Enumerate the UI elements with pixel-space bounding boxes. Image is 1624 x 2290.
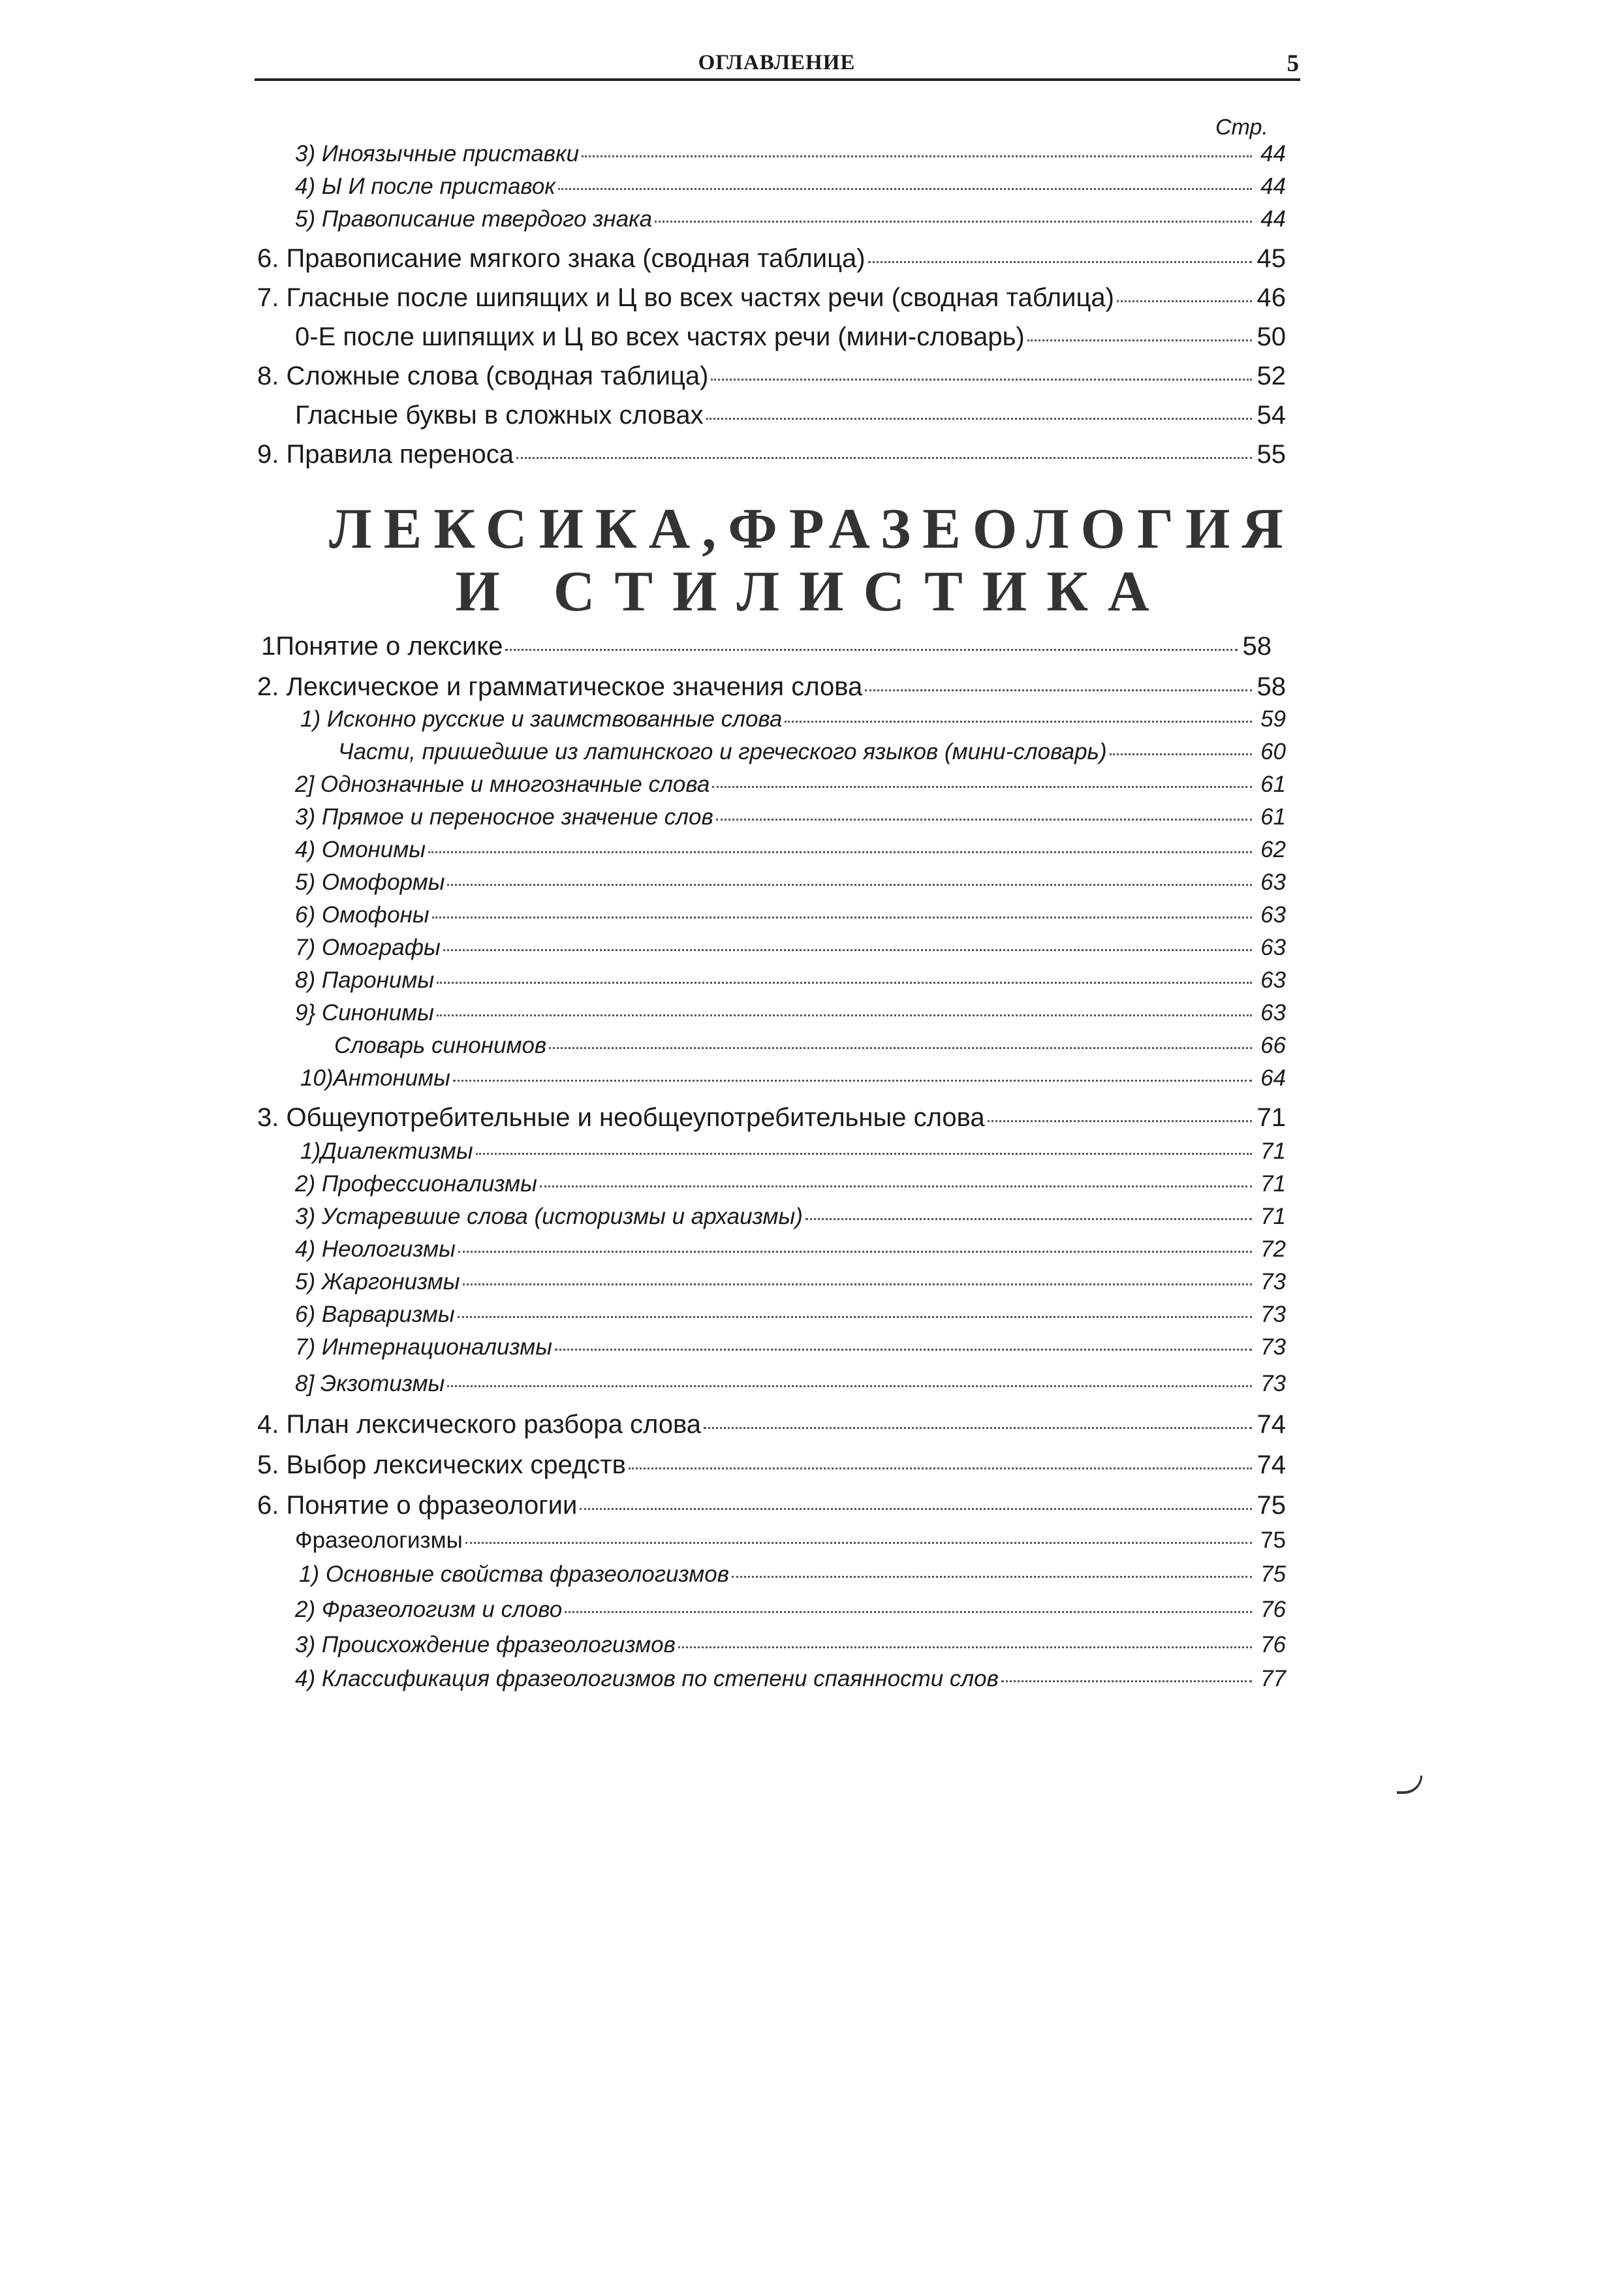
toc-entry-label: 10)Антонимы	[300, 1065, 450, 1091]
toc-entry-label: 4) Ы И после приставок	[295, 174, 555, 199]
pages-column-label: Стр.	[1215, 115, 1268, 140]
toc-entry-page: 44	[1260, 206, 1286, 232]
dot-leader	[655, 221, 1252, 223]
toc-entry-label: 7. Гласные после шипящих и Ц во всех частях речи (сводная таблица)	[257, 283, 1114, 312]
dot-leader	[549, 1047, 1252, 1049]
toc-entry-label: 7) Омографы	[295, 935, 441, 960]
toc-entry-label: 8) Паронимы	[295, 967, 435, 993]
dot-leader	[732, 1576, 1252, 1578]
toc-entry-page: 75	[1257, 1491, 1286, 1520]
toc-entry-page: 62	[1260, 837, 1286, 862]
dot-leader	[716, 819, 1252, 821]
toc-entry-label: 4) Омонимы	[295, 837, 426, 862]
dot-leader	[540, 1185, 1252, 1187]
toc-entry-page: 77	[1260, 1666, 1286, 1691]
toc-entry-page: 66	[1260, 1033, 1286, 1058]
dot-leader	[447, 884, 1252, 886]
dot-leader	[437, 982, 1252, 984]
toc-entry-page: 63	[1260, 902, 1286, 928]
toc-entry-label: 3) Иноязычные приставки	[295, 141, 580, 166]
toc-entry[interactable]	[300, 1065, 1286, 1091]
toc-entry-label: 9. Правила переноса	[257, 440, 514, 469]
dot-leader	[706, 418, 1252, 420]
toc-entry[interactable]	[295, 772, 1286, 798]
toc-entry[interactable]	[295, 174, 1286, 200]
dot-leader	[582, 155, 1252, 157]
toc-entry-page: 73	[1260, 1371, 1286, 1396]
dot-leader	[465, 1542, 1252, 1544]
toc-entry-page: 76	[1260, 1597, 1286, 1622]
toc-entry[interactable]	[338, 739, 1286, 765]
dot-leader	[712, 786, 1252, 788]
toc-entry-label: 3) Прямое и переносное значение слов	[295, 804, 713, 830]
scan-artifact	[1397, 1776, 1422, 1794]
toc-entry-page: 63	[1260, 870, 1286, 895]
toc-entry-label: 0-Е после шипящих и Ц во всех частях речи (мини-словарь)	[295, 322, 1025, 351]
dot-leader	[432, 917, 1252, 918]
dot-leader	[453, 1080, 1252, 1082]
toc-entry-page: 60	[1260, 739, 1286, 764]
toc-entry[interactable]	[295, 1204, 1286, 1230]
dot-leader	[629, 1467, 1252, 1469]
toc-entry-page: 44	[1260, 174, 1286, 199]
toc-entry-page: 74	[1257, 1451, 1286, 1479]
toc-entry-label: 5) Жаргонизмы	[295, 1269, 460, 1294]
toc-entry[interactable]	[295, 870, 1286, 896]
dot-leader	[868, 261, 1252, 263]
header-rule	[255, 78, 1300, 81]
toc-entry-page: 44	[1260, 141, 1286, 166]
dot-leader	[805, 1218, 1252, 1220]
toc-entry-page: 75	[1260, 1528, 1286, 1553]
dot-leader	[1117, 300, 1252, 302]
toc-entry[interactable]	[295, 1632, 1286, 1658]
toc-entry[interactable]	[295, 902, 1286, 928]
toc-entry-label: 5) Правописание твердого знака	[295, 206, 653, 232]
dot-leader	[458, 1251, 1252, 1253]
toc-entry[interactable]	[257, 440, 1286, 469]
dot-leader	[458, 1316, 1252, 1318]
toc-entry[interactable]	[295, 804, 1286, 830]
toc-entry-page: 52	[1257, 362, 1286, 390]
toc-entry-label: 8. Сложные слова (сводная таблица)	[257, 362, 709, 390]
toc-entry-label: 1Понятие о лексике	[261, 632, 503, 661]
toc-entry-label: 5) Омоформы	[295, 870, 445, 895]
toc-entry-label: 3. Общеупотребительные и необщеупотребительные слова	[257, 1103, 985, 1132]
toc-entry[interactable]	[295, 1597, 1286, 1623]
toc-entry-page: 71	[1257, 1103, 1286, 1132]
toc-entry-label: 1)Диалектизмы	[300, 1138, 473, 1164]
toc-entry-page: 74	[1257, 1410, 1286, 1439]
dot-leader	[476, 1153, 1252, 1155]
toc-entry[interactable]	[295, 1269, 1286, 1295]
dot-leader	[428, 851, 1252, 853]
toc-entry-page: 58	[1257, 672, 1286, 701]
toc-entry[interactable]	[295, 1666, 1286, 1692]
toc-entry[interactable]	[257, 283, 1286, 313]
toc-entry-page: 72	[1260, 1236, 1286, 1262]
toc-entry-label: 7) Интернационализмы	[295, 1334, 553, 1360]
dot-leader	[505, 649, 1238, 651]
toc-entry-page: 54	[1257, 401, 1286, 430]
toc-entry-label: 4) Классификация фразеологизмов по степени спаянности слов	[295, 1666, 999, 1691]
dot-leader	[704, 1427, 1252, 1429]
toc-entry-page: 55	[1257, 440, 1286, 469]
dot-leader	[1110, 753, 1252, 755]
dot-leader	[558, 188, 1252, 190]
toc-entry[interactable]	[295, 935, 1286, 961]
toc-entry-page: 73	[1260, 1269, 1286, 1294]
toc-entry[interactable]	[295, 1236, 1286, 1263]
toc-entry-page: 71	[1260, 1171, 1286, 1197]
toc-entry-page: 71	[1260, 1204, 1286, 1229]
toc-entry-label: 1) Основные свойства фразеологизмов	[299, 1561, 730, 1587]
dot-leader	[447, 1385, 1252, 1387]
toc-entry-page: 46	[1257, 283, 1286, 312]
toc-entry[interactable]	[257, 1410, 1286, 1439]
toc-entry[interactable]	[257, 672, 1286, 702]
toc-entry-page: 63	[1260, 935, 1286, 960]
dot-leader	[555, 1349, 1252, 1351]
toc-entry-label: 2) Профессионализмы	[295, 1171, 537, 1197]
toc-entry-label: Фразеологизмы	[295, 1528, 463, 1553]
dot-leader	[711, 379, 1252, 381]
toc-entry[interactable]	[257, 244, 1286, 274]
toc-entry-page: 76	[1260, 1632, 1286, 1657]
section-heading-line-2: И СТИЛИСТИКА	[455, 560, 1169, 623]
toc-entry-label: Гласные буквы в сложных словах	[295, 401, 704, 430]
toc-entry[interactable]	[295, 1528, 1286, 1554]
toc-entry[interactable]	[295, 1302, 1286, 1328]
toc-entry-label: 2. Лексическое и грамматическое значения слова	[257, 672, 863, 701]
toc-entry-label: 2) Фразеологизм и слово	[295, 1597, 563, 1622]
toc-entry[interactable]	[295, 206, 1286, 232]
dot-leader	[443, 949, 1252, 951]
toc-entry-page: 73	[1260, 1334, 1286, 1360]
dot-leader	[1001, 1680, 1252, 1682]
toc-entry[interactable]	[300, 706, 1286, 732]
dot-leader	[580, 1508, 1252, 1510]
toc-entry-page: 45	[1257, 244, 1286, 273]
toc-entry[interactable]	[257, 1103, 1286, 1133]
dot-leader	[785, 721, 1252, 723]
toc-entry[interactable]	[257, 362, 1286, 391]
toc-entry[interactable]	[295, 1371, 1286, 1397]
toc-entry-label: 3) Происхождение фразеологизмов	[295, 1632, 676, 1657]
dot-leader	[678, 1646, 1252, 1648]
toc-entry[interactable]	[295, 1334, 1286, 1360]
toc-entry-label: 1) Исконно русские и заимствованные слова	[300, 706, 783, 732]
toc-entry-page: 64	[1260, 1065, 1286, 1091]
toc-entry-label: 5. Выбор лексических средств	[257, 1451, 626, 1479]
toc-entry-label: 4) Неологизмы	[295, 1236, 456, 1262]
toc-entry-page: 59	[1260, 706, 1286, 732]
toc-entry-page: 71	[1260, 1138, 1286, 1164]
toc-entry[interactable]	[257, 1491, 1286, 1520]
toc-entry-label: 8] Экзотизмы	[295, 1371, 445, 1396]
toc-entry[interactable]	[295, 1000, 1286, 1026]
toc-entry-label: 3) Устаревшие слова (историзмы и архаизмы)	[295, 1204, 803, 1229]
toc-entry-label: 4. План лексического разбора слова	[257, 1410, 702, 1439]
toc-entry[interactable]	[295, 967, 1286, 994]
dot-leader	[437, 1014, 1252, 1016]
page-number: 5	[1287, 50, 1299, 77]
toc-entry-page: 61	[1260, 772, 1286, 797]
dot-leader	[565, 1611, 1252, 1613]
header-title: ОГЛАВЛЕНИЕ	[698, 51, 856, 74]
toc-entry[interactable]	[295, 837, 1286, 863]
toc-entry-label: Словарь синонимов	[334, 1033, 547, 1058]
toc-entry-page: 73	[1260, 1302, 1286, 1327]
section-heading-line-1: ЛЕКСИКА,ФРАЗЕОЛОГИЯ	[329, 497, 1295, 561]
dot-leader	[463, 1283, 1252, 1285]
toc-entry[interactable]	[295, 401, 1286, 430]
toc-entry[interactable]	[261, 632, 1272, 661]
running-header	[255, 51, 1299, 82]
toc-entry[interactable]	[295, 322, 1286, 352]
toc-entry-label: 6. Понятие о фразеологии	[257, 1491, 578, 1520]
toc-entry[interactable]	[295, 1171, 1286, 1197]
toc-entry-page: 63	[1260, 967, 1286, 993]
toc-entry[interactable]	[334, 1033, 1286, 1059]
toc-entry[interactable]	[295, 141, 1286, 167]
toc-entry[interactable]	[300, 1138, 1286, 1165]
toc-entry-page: 75	[1260, 1561, 1286, 1587]
toc-entry-page: 63	[1260, 1000, 1286, 1026]
toc-entry-page: 50	[1257, 322, 1286, 351]
toc-entry-page: 58	[1242, 632, 1272, 661]
dot-leader	[865, 689, 1252, 691]
toc-entry-label: 9} Синонимы	[295, 1000, 434, 1026]
toc-entry-label: Части, пришедшие из латинского и греческого языков (мини-словарь)	[338, 739, 1107, 764]
toc-entry-label: 2] Однозначные и многозначные слова	[295, 772, 710, 797]
toc-entry[interactable]	[299, 1561, 1286, 1588]
dot-leader	[1027, 339, 1252, 341]
toc-entry-label: 6) Варваризмы	[295, 1302, 455, 1327]
toc-entry-label: 6) Омофоны	[295, 902, 429, 928]
toc-entry-page: 61	[1260, 804, 1286, 830]
dot-leader	[988, 1120, 1252, 1122]
toc-entry[interactable]	[257, 1451, 1286, 1480]
dot-leader	[516, 457, 1252, 459]
toc-entry-label: 6. Правописание мягкого знака (сводная таблица)	[257, 244, 866, 273]
